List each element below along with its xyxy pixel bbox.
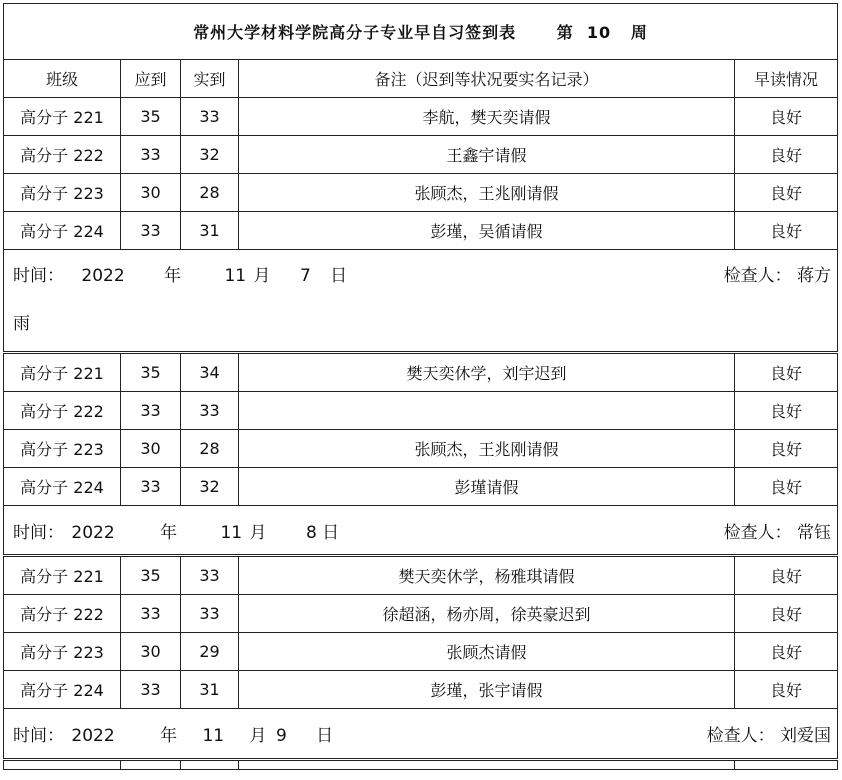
date-group xyxy=(13,721,333,746)
date-label: 时间： xyxy=(13,522,64,543)
date-day-unit: 日 xyxy=(322,522,340,543)
reading-cell: 良好 xyxy=(735,556,838,595)
reading-cell: 良好 xyxy=(735,595,838,633)
date-day-unit: 日 xyxy=(316,726,334,746)
date-month-unit: 月 xyxy=(249,726,267,746)
date-inspector-cell xyxy=(4,506,838,556)
table-row xyxy=(4,212,838,250)
actual-cell: 29 xyxy=(181,633,239,671)
date-day: 8 xyxy=(305,522,317,543)
class-cell: 高分子 224 xyxy=(4,468,121,506)
reading-cell: 良好 xyxy=(735,392,838,430)
header-remarks: 备注（迟到等状况要实名记录） xyxy=(239,60,735,98)
remarks-cell: 樊天奕休学，刘宇迟到 xyxy=(239,353,735,392)
expected-cell: 30 xyxy=(121,430,181,468)
table-row xyxy=(4,98,838,136)
table-row xyxy=(4,136,838,174)
reading-cell: 良好 xyxy=(735,671,838,709)
class-cell: 高分子 224 xyxy=(4,671,121,709)
inspector-name: 蒋方 xyxy=(797,266,832,286)
expected-cell: 35 xyxy=(121,353,181,392)
header-expected: 应到 xyxy=(121,60,181,98)
reading-cell: 良好 xyxy=(735,98,838,136)
table-row-partial xyxy=(4,760,838,770)
expected-cell: 30 xyxy=(121,174,181,212)
inspector-label: 检查人： xyxy=(723,266,792,286)
class-cell: 高分子 221 xyxy=(4,98,121,136)
date-group xyxy=(13,250,347,302)
actual-cell: 28 xyxy=(181,430,239,468)
date-month: 11 xyxy=(224,266,247,286)
class-cell: 高分子 222 xyxy=(4,136,121,174)
date-year-unit: 年 xyxy=(160,726,178,746)
remarks-cell: 张顾杰请假 xyxy=(239,633,735,671)
inspector-name: 常钰 xyxy=(797,522,832,543)
inspector-label: 检查人： xyxy=(723,522,792,543)
actual-cell: 31 xyxy=(181,671,239,709)
inspector-group xyxy=(707,721,831,746)
class-cell: 高分子 223 xyxy=(4,430,121,468)
inspector-group xyxy=(724,250,831,302)
date-year-unit: 年 xyxy=(164,266,182,286)
date-year-unit: 年 xyxy=(160,522,178,543)
title-text: 常州大学材料学院高分子专业早自习签到表 xyxy=(193,23,517,42)
actual-cell: 32 xyxy=(181,136,239,174)
inspector-group xyxy=(724,518,831,543)
remarks-cell: 王鑫宇请假 xyxy=(239,136,735,174)
remarks-cell xyxy=(239,392,735,430)
expected-cell: 30 xyxy=(121,633,181,671)
date-day-unit: 日 xyxy=(330,266,348,286)
table-row xyxy=(4,392,838,430)
date-inspector-cell xyxy=(4,709,838,760)
remarks-cell: 樊天奕休学，杨雅琪请假 xyxy=(239,556,735,595)
actual-cell: 33 xyxy=(181,556,239,595)
attendance-table xyxy=(3,3,838,770)
date-label: 时间： xyxy=(13,266,64,286)
expected-cell: 33 xyxy=(121,468,181,506)
table-row xyxy=(4,430,838,468)
table-row xyxy=(4,468,838,506)
table-row xyxy=(4,353,838,392)
remarks-cell: 彭瑾，张宇请假 xyxy=(239,671,735,709)
date-month: 11 xyxy=(202,726,225,746)
date-inspector-row xyxy=(4,506,838,556)
date-group xyxy=(13,518,339,543)
reading-cell: 良好 xyxy=(735,174,838,212)
inspector-name: 刘爱国 xyxy=(780,726,832,746)
remarks-cell: 彭瑾，吴循请假 xyxy=(239,212,735,250)
reading-cell: 良好 xyxy=(735,353,838,392)
expected-cell: 33 xyxy=(121,212,181,250)
actual-cell: 32 xyxy=(181,468,239,506)
actual-cell: 28 xyxy=(181,174,239,212)
date-year: 2022 xyxy=(71,726,115,746)
remarks-cell: 张顾杰，王兆刚请假 xyxy=(239,174,735,212)
class-cell: 高分子 222 xyxy=(4,595,121,633)
table-row xyxy=(4,633,838,671)
date-month: 11 xyxy=(220,522,243,543)
actual-cell: 31 xyxy=(181,212,239,250)
class-cell: 高分子 224 xyxy=(4,212,121,250)
remarks-cell: 彭瑾请假 xyxy=(239,468,735,506)
actual-cell: 34 xyxy=(181,353,239,392)
date-line xyxy=(13,518,831,543)
header-actual: 实到 xyxy=(181,60,239,98)
reading-cell: 良好 xyxy=(735,136,838,174)
actual-cell: 33 xyxy=(181,392,239,430)
header-reading: 早读情况 xyxy=(735,60,838,98)
remarks-cell: 张顾杰，王兆刚请假 xyxy=(239,430,735,468)
remarks-cell: 徐超涵，杨亦周，徐英豪迟到 xyxy=(239,595,735,633)
date-month-unit: 月 xyxy=(249,522,267,543)
date-year: 2022 xyxy=(81,266,125,286)
expected-cell: 33 xyxy=(121,671,181,709)
inspector-label: 检查人： xyxy=(706,726,775,746)
reading-cell: 良好 xyxy=(735,212,838,250)
date-inspector-cell xyxy=(4,250,838,353)
date-month-unit: 月 xyxy=(253,266,271,286)
expected-cell: 35 xyxy=(121,556,181,595)
week-label: 第 10 周 xyxy=(556,23,648,42)
sheet-title xyxy=(4,4,838,60)
header-class: 班级 xyxy=(4,60,121,98)
reading-cell: 良好 xyxy=(735,468,838,506)
date-line xyxy=(13,250,831,302)
expected-cell: 35 xyxy=(121,98,181,136)
class-cell: 高分子 221 xyxy=(4,556,121,595)
remarks-cell: 李航，樊天奕请假 xyxy=(239,98,735,136)
inspector-name-continued: 雨 xyxy=(13,314,30,334)
date-inspector-row xyxy=(4,709,838,760)
reading-cell: 良好 xyxy=(735,430,838,468)
class-cell: 高分子 222 xyxy=(4,392,121,430)
class-cell: 高分子 223 xyxy=(4,174,121,212)
date-label: 时间： xyxy=(13,726,64,746)
table-row xyxy=(4,174,838,212)
date-day: 7 xyxy=(299,266,311,286)
table-row xyxy=(4,671,838,709)
class-cell: 高分子 223 xyxy=(4,633,121,671)
reading-cell: 良好 xyxy=(735,633,838,671)
date-line xyxy=(13,721,831,746)
table-row xyxy=(4,556,838,595)
expected-cell: 33 xyxy=(121,392,181,430)
header-row xyxy=(4,60,838,98)
expected-cell: 33 xyxy=(121,595,181,633)
actual-cell: 33 xyxy=(181,595,239,633)
date-day: 9 xyxy=(275,726,287,746)
date-inspector-row xyxy=(4,250,838,353)
attendance-sheet xyxy=(3,3,837,770)
table-row xyxy=(4,595,838,633)
date-year: 2022 xyxy=(71,522,115,543)
class-cell: 高分子 221 xyxy=(4,353,121,392)
expected-cell: 33 xyxy=(121,136,181,174)
actual-cell: 33 xyxy=(181,98,239,136)
